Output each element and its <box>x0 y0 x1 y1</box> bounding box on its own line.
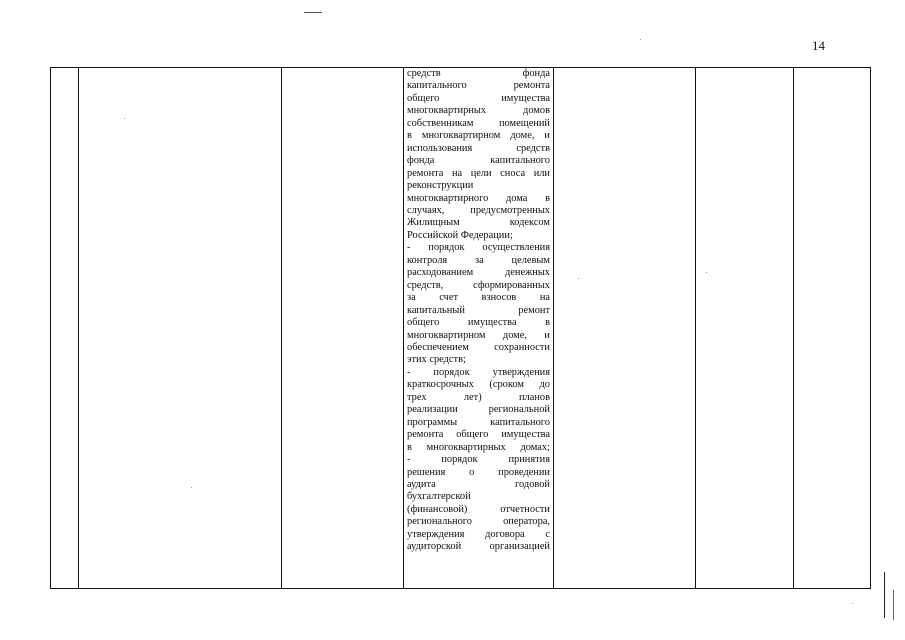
text-line: Российской Федерации; <box>407 229 513 241</box>
table-cell-col-1 <box>51 68 79 589</box>
table-cell-col-5 <box>554 68 696 589</box>
text-line: собственникам помещений <box>407 117 550 129</box>
text-line: утверждения договора с <box>407 528 550 540</box>
document-table <box>50 67 871 589</box>
text-line: (финансовой) отчетности <box>407 503 550 515</box>
table-cell-col-7 <box>794 68 871 589</box>
scan-mark <box>304 12 322 13</box>
text-line: использования средств <box>407 142 550 154</box>
table-cell-col-2 <box>79 68 282 589</box>
text-line: расходованием денежных <box>407 267 550 279</box>
text-line: бухгалтерской <box>407 491 471 503</box>
text-line: капитального ремонта <box>407 80 550 92</box>
scan-speck <box>124 118 125 119</box>
text-line: трех лет) планов <box>407 391 550 403</box>
text-line: обеспечением сохранности <box>407 341 550 353</box>
text-line: за счет взносов на <box>407 292 550 304</box>
text-line: ремонта общего имущества <box>407 429 550 441</box>
scan-edge-mark <box>884 572 885 618</box>
text-line: фонда капитального <box>407 155 550 167</box>
text-line: контроля за целевым <box>407 254 550 266</box>
table-row <box>51 68 871 589</box>
text-line: ремонта на цели сноса или <box>407 167 550 179</box>
text-line: аудита годовой <box>407 478 550 490</box>
text-line: Жилищным кодексом <box>407 217 550 229</box>
text-line: в многоквартирном доме, и <box>407 130 550 142</box>
text-line: программы капитального <box>407 416 550 428</box>
scan-speck <box>640 39 641 40</box>
text-line: средств, сформированных <box>407 279 550 291</box>
text-line: реализации региональной <box>407 404 550 416</box>
scan-speck <box>706 272 707 273</box>
text-line: этих средств; <box>407 354 466 366</box>
cell-text-block <box>404 68 553 554</box>
scan-speck <box>578 278 579 279</box>
text-line: капитальный ремонт <box>407 304 550 316</box>
text-line: общего имущества <box>407 92 550 104</box>
table-cell-col-3 <box>282 68 404 589</box>
text-line: - порядок принятия <box>407 454 550 466</box>
text-line: - порядок утверждения <box>407 366 550 378</box>
page-number: 14 <box>812 38 825 53</box>
text-line: многоквартирных домов <box>407 105 550 117</box>
table-cell-col-4 <box>404 68 554 589</box>
text-line: регионального оператора, <box>407 516 550 528</box>
text-line: - порядок осуществления <box>407 242 550 254</box>
scan-speck <box>852 603 853 604</box>
text-line: многоквартирного дома в <box>407 192 550 204</box>
text-line: в многоквартирных домах; <box>407 441 550 453</box>
scan-edge-mark <box>893 590 894 620</box>
text-line: общего имущества в <box>407 317 550 329</box>
text-line: средств фонда <box>407 68 550 79</box>
text-line: случаях, предусмотренных <box>407 204 550 216</box>
text-line: аудиторской организацией <box>407 541 550 553</box>
scan-speck <box>191 487 192 488</box>
table-cell-col-6 <box>696 68 794 589</box>
text-line: реконструкции <box>407 180 474 192</box>
text-line: решения о проведении <box>407 466 550 478</box>
text-line: краткосрочных (сроком до <box>407 379 550 391</box>
text-line: многоквартирном доме, и <box>407 329 550 341</box>
